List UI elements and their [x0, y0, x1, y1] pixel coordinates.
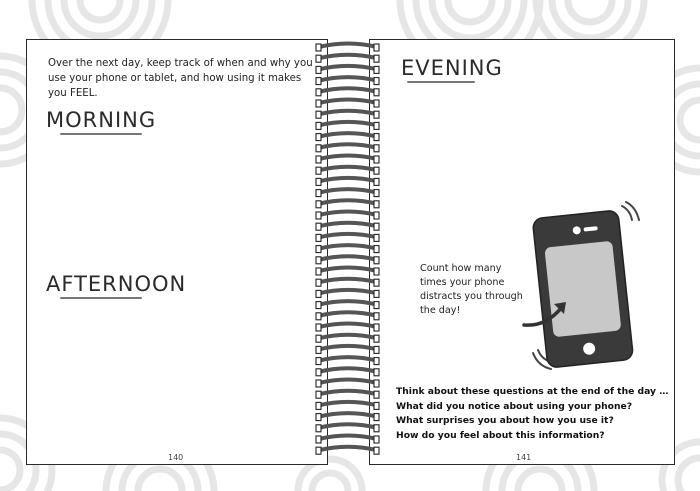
evening-underline [407, 81, 475, 83]
question-item: What surprises you about how you use it? [396, 415, 614, 426]
spiral-ring [316, 380, 379, 388]
spiral-ring [316, 88, 379, 96]
spiral-ring [316, 156, 379, 164]
spiral-ring [316, 368, 379, 376]
spiral-ring [316, 290, 379, 298]
spiral-ring [316, 324, 379, 332]
left-page [26, 39, 328, 465]
spiral-ring [316, 234, 379, 242]
spiral-ring [316, 335, 379, 343]
spiral-ring [316, 312, 379, 320]
spiral-ring [316, 346, 379, 354]
spiral-binding [310, 39, 390, 465]
spiral-ring [316, 133, 379, 141]
page-number-right: 141 [516, 453, 532, 462]
spiral-ring [316, 424, 379, 432]
spiral-ring [316, 100, 379, 108]
spiral-ring [316, 200, 379, 208]
afternoon-heading-text: AFTERNOON [46, 272, 187, 296]
smartphone-icon [518, 200, 648, 375]
spiral-ring [316, 402, 379, 410]
spiral-ring [316, 212, 379, 220]
spiral-ring [316, 413, 379, 421]
evening-heading [401, 56, 503, 83]
spiral-ring [316, 447, 379, 455]
morning-heading-text: MORNING [46, 108, 157, 132]
spiral-ring [316, 391, 379, 399]
spiral-ring [316, 301, 379, 309]
spiral-ring [316, 245, 379, 253]
spiral-ring [316, 44, 379, 52]
question-item: Think about these questions at the end of the day … [396, 386, 669, 397]
spiral-ring [316, 122, 379, 129]
questions-list [396, 385, 669, 443]
question-item: How do you feel about this information? [396, 429, 605, 441]
afternoon-heading [46, 272, 186, 299]
spiral-ring [316, 77, 379, 85]
afternoon-underline [60, 297, 142, 299]
question-item: What did you notice about using your phone? [396, 400, 633, 412]
intro-text: Over the next day, keep track of when and why you use your phone or tablet, and how using it makes you FEEL. [48, 58, 313, 99]
morning-heading [46, 108, 156, 135]
spiral-ring [316, 167, 379, 175]
spiral-ring [316, 436, 379, 444]
spiral-ring [316, 178, 379, 186]
right-page [369, 39, 675, 465]
spiral-ring [316, 223, 379, 231]
page-number-left: 140 [168, 453, 184, 462]
spiral-ring [316, 268, 379, 276]
spiral-ring [316, 357, 379, 365]
spiral-ring [316, 256, 379, 264]
callout-text: Count how many times your phone distracts you through the day! [420, 263, 523, 316]
morning-underline [60, 133, 142, 135]
spiral-ring [316, 144, 379, 152]
spiral-ring [316, 111, 379, 119]
spiral-ring [316, 279, 379, 287]
spiral-ring [316, 66, 379, 74]
evening-heading-text: EVENING [401, 56, 503, 80]
spiral-ring [316, 189, 379, 197]
spiral-ring [316, 55, 379, 63]
